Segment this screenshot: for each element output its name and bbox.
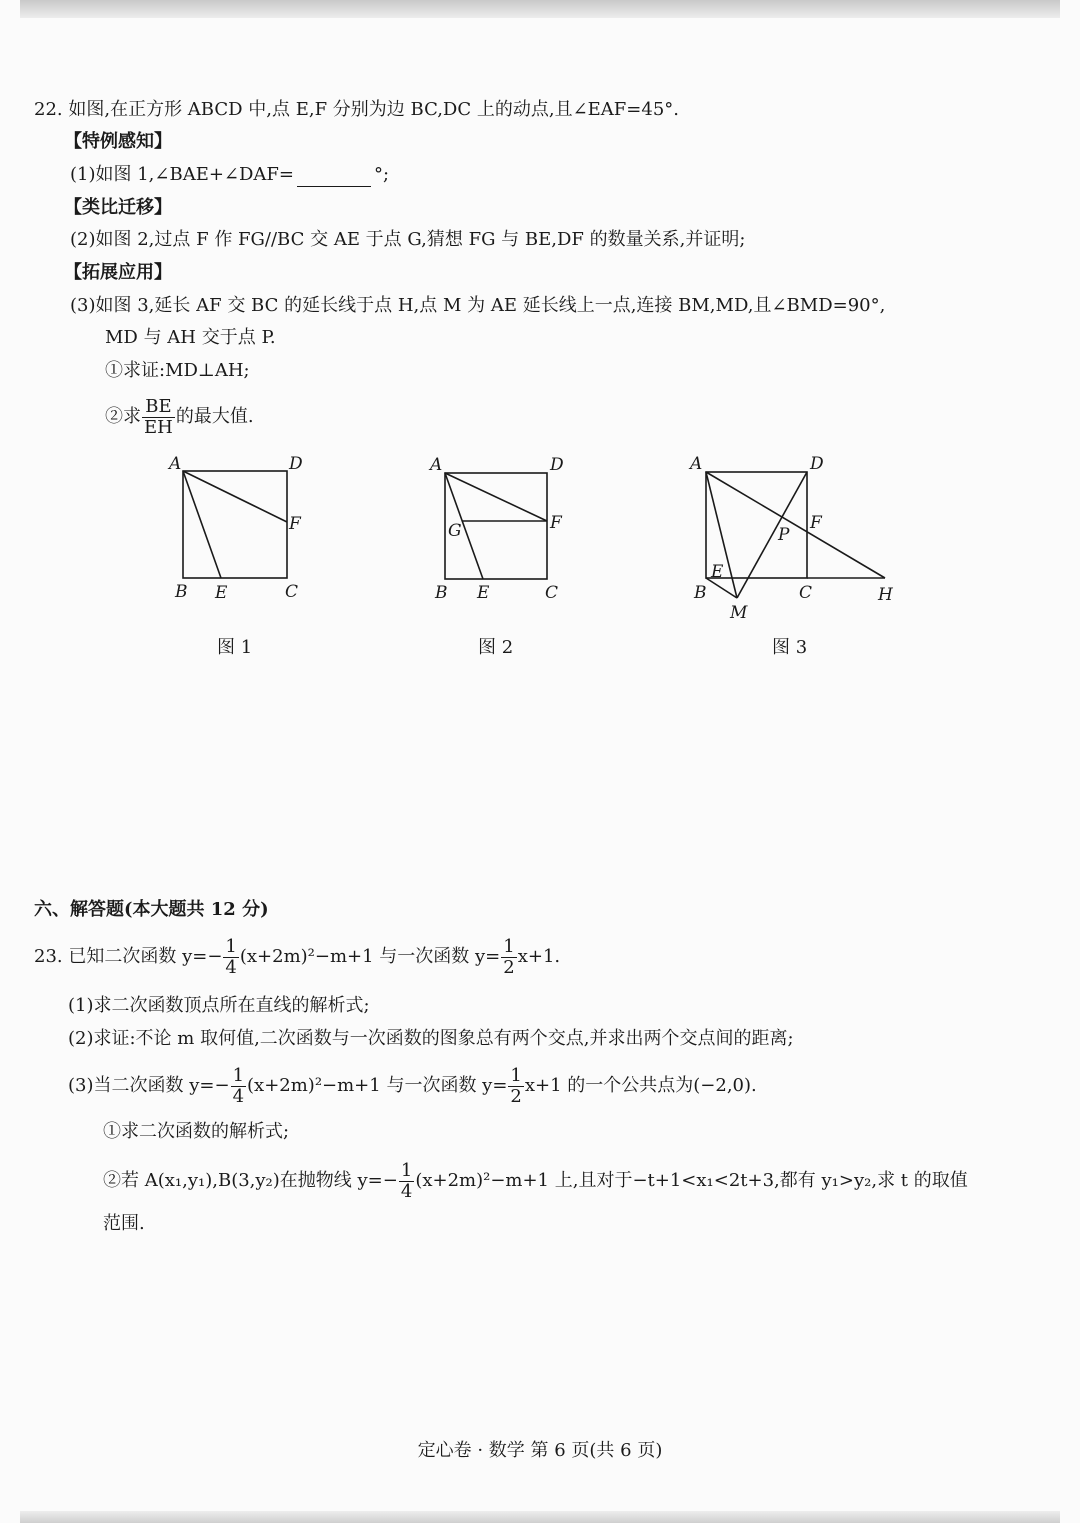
fraction-numerator: 1 — [225, 935, 237, 957]
fig1-label-f: F — [289, 514, 301, 534]
fraction-one-quarter — [399, 1161, 414, 1202]
fig2-label-g: G — [448, 521, 462, 541]
fraction-numerator: BE — [142, 397, 175, 418]
fraction-numerator: 1 — [400, 1159, 413, 1181]
fraction-denominator: 4 — [225, 956, 237, 978]
q23-part2: (2)求证:不论 m 取何值,二次函数与一次函数的图象总有两个交点,并求出两个交点间的距离; — [68, 1028, 794, 1049]
fig3-label-p: P — [778, 525, 790, 545]
caption-figure-2: 图 2 — [478, 637, 514, 658]
q23-part3-tail: x+1 的一个公共点为(−2,0). — [524, 1075, 757, 1096]
q22-stem: 22. 如图,在正方形 ABCD 中,点 E,F 分别为边 BC,DC 上的动点,且∠EAF=45°. — [34, 99, 679, 120]
fig3-label-b: B — [694, 583, 707, 603]
q22-part1 — [70, 163, 389, 187]
fraction-denominator: 2 — [510, 1085, 522, 1107]
fraction-be-eh — [142, 397, 175, 438]
fig3-label-h: H — [878, 585, 893, 605]
q22-part3-cont: MD 与 AH 交于点 P. — [105, 327, 276, 348]
q23-part3-mid: 与一次函数 y= — [380, 1075, 508, 1096]
q22-part3: (3)如图 3,延长 AF 交 BC 的延长线于点 H,点 M 为 AE 延长线上一点,连接 BM,MD,且∠BMD=90°, — [70, 295, 886, 316]
fig3-label-f: F — [810, 513, 822, 533]
fraction-numerator: 1 — [510, 1064, 522, 1086]
fig3-label-c: C — [799, 583, 813, 603]
q23-sub2-tail: 上,且对于−t+1<x₁<2t+3,都有 y₁>y₂,求 t 的取值 — [549, 1170, 968, 1191]
scan-bottom-edge — [20, 1511, 1060, 1523]
fig1-square — [183, 471, 287, 578]
fig2-label-b: B — [435, 583, 448, 603]
fraction-one-quarter — [231, 1066, 246, 1107]
section-6-title: 六、解答题(本大题共 12 分) — [34, 899, 269, 920]
caption-figure-3: 图 3 — [772, 637, 808, 658]
figure-3 — [685, 450, 905, 625]
q22-part1-tail: °; — [374, 164, 390, 185]
q22-tag-extension: 【拓展应用】 — [64, 262, 172, 283]
q23-quad-tail: (x+2m)²−m+1 — [239, 946, 374, 967]
fig3-label-m: M — [730, 603, 748, 623]
figure-1 — [165, 450, 325, 610]
fig3-line-ah — [706, 472, 885, 578]
q22-tag-analogy: 【类比迁移】 — [64, 197, 172, 218]
fig3-label-d: D — [810, 454, 824, 474]
caption-figure-1: 图 1 — [217, 637, 253, 658]
q23-part1: (1)求二次函数顶点所在直线的解析式; — [68, 995, 370, 1016]
fig1-label-d: D — [289, 454, 303, 474]
figure-2 — [425, 450, 585, 610]
fig2-label-a: A — [430, 455, 443, 475]
q22-part3-sub1: ①求证:MD⊥AH; — [105, 360, 250, 381]
fraction-denominator: 4 — [400, 1180, 413, 1202]
fig3-line-md — [737, 472, 807, 598]
sub2-pre: ②求 — [105, 406, 141, 427]
scan-top-edge — [20, 0, 1060, 18]
q22-part1-text: (1)如图 1,∠BAE+∠DAF= — [70, 164, 295, 185]
q23-stem-mid: 与一次函数 y= — [373, 946, 501, 967]
q22-part3-sub2 — [105, 393, 254, 441]
fig1-label-e: E — [215, 583, 228, 603]
q23-part3-sub2 — [103, 1156, 968, 1206]
q23-stem — [34, 932, 560, 982]
fig2-label-f: F — [550, 513, 562, 533]
page-footer: 定心卷 · 数学 第 6 页(共 6 页) — [417, 1440, 663, 1461]
q23-stem-pre: 23. 已知二次函数 y=− — [34, 946, 223, 967]
fraction-one-half — [501, 937, 516, 978]
q22-part2: (2)如图 2,过点 F 作 FG//BC 交 AE 于点 G,猜想 FG 与 BE,DF 的数量关系,并证明; — [70, 229, 746, 250]
q22-tag-special: 【特例感知】 — [64, 131, 172, 152]
fig2-label-d: D — [550, 455, 564, 475]
fig2-label-e: E — [477, 583, 490, 603]
q23-part3-pre: (3)当二次函数 y=− — [68, 1075, 230, 1096]
fig3-label-e: E — [711, 562, 724, 582]
q23-part3-sub2-end: 范围. — [103, 1213, 145, 1234]
fraction-denominator: 2 — [503, 956, 515, 978]
q23-lin-tail: x+1. — [517, 946, 561, 967]
fig2-label-c: C — [545, 583, 559, 603]
q23-part3-sub1: ①求二次函数的解析式; — [103, 1121, 290, 1142]
sub2-post: 的最大值. — [175, 406, 254, 427]
fraction-denominator: 4 — [232, 1085, 245, 1107]
fig1-label-b: B — [175, 582, 188, 602]
q23-part3-quad: (x+2m)²−m+1 — [247, 1075, 381, 1096]
fig3-label-a: A — [690, 454, 703, 474]
fraction-one-quarter — [223, 937, 238, 978]
fraction-one-half — [508, 1066, 523, 1107]
fraction-numerator: 1 — [232, 1064, 245, 1086]
fig1-label-c: C — [285, 582, 299, 602]
q23-part3 — [68, 1061, 757, 1111]
fig1-label-a: A — [169, 454, 182, 474]
fraction-numerator: 1 — [503, 935, 515, 957]
fraction-denominator: EH — [144, 416, 173, 438]
q23-sub2-pre: ②若 A(x₁,y₁),B(3,y₂)在抛物线 y=− — [103, 1170, 398, 1191]
q23-sub2-quad: (x+2m)²−m+1 — [415, 1170, 550, 1191]
answer-blank — [297, 168, 371, 187]
